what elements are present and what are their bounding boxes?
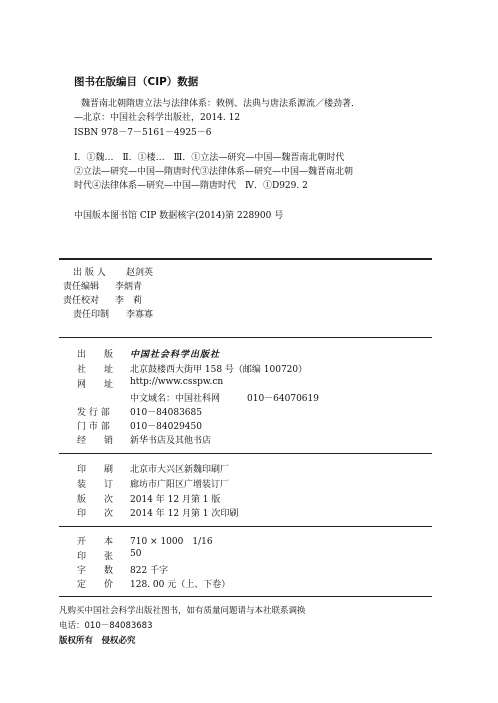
publisher-distributor: 新华书店及其他书店: [130, 436, 212, 446]
printing-label: 装 订: [77, 480, 114, 490]
publisher-address: 北京鼓楼西大街甲 158 号（邮编 100720）: [130, 365, 308, 375]
publisher-website[interactable]: http://www.csspw.cn: [130, 377, 224, 387]
specs-value: 710 × 1000 1/16: [130, 537, 213, 547]
printing-value: 2014 年 12 月第 1 次印刷: [130, 509, 239, 519]
staff-value: 赵剑英: [126, 268, 154, 278]
specs-label: 开 本: [77, 537, 114, 547]
cip-title: 图书在版编目（CIP）数据: [74, 76, 199, 88]
printing-value: 廊坊市广阳区广增装订厂: [130, 480, 230, 490]
publisher-label: 门 市 部: [77, 422, 110, 432]
staff-value: 李寡寡: [126, 310, 154, 320]
cip-verify: 中国版本图书馆 CIP 数据核字(2014)第 228900 号: [74, 211, 284, 221]
printing-label: 版 次: [77, 495, 114, 505]
staff-label: 责任校对: [63, 296, 100, 306]
printing-value: 2014 年 12 月第 1 版: [130, 495, 221, 505]
publisher-name: 中国社会科学出版社: [130, 350, 221, 360]
publisher-sales-phone: 010－84083685: [130, 408, 202, 418]
divider: [59, 258, 432, 260]
publisher-label: 出 版: [77, 350, 114, 360]
publisher-store-phone: 010－84029450: [130, 422, 202, 432]
cip-line-3: ISBN 978－7－5161－4925－6: [74, 128, 212, 138]
specs-value: 822 千字: [130, 566, 169, 576]
staff-value: 李炳青: [115, 282, 143, 292]
quality-notice: 凡购买中国社会科学出版社图书，如有质量问题请与本社联系调换: [59, 606, 306, 616]
publisher-label: 网 址: [77, 380, 114, 390]
notice-phone: 电话：010－84083683: [59, 621, 153, 631]
specs-value: 128. 00 元（上、下卷）: [130, 580, 231, 590]
specs-label: 印 张: [77, 552, 114, 562]
staff-value: 李 莉: [115, 296, 143, 306]
staff-label: 出 版 人: [73, 268, 106, 278]
divider: [59, 526, 432, 527]
publisher-label: 发 行 部: [77, 408, 110, 418]
specs-value: 50: [130, 549, 142, 559]
cip-line-4: Ⅰ．①魏… Ⅱ．①楼… Ⅲ．①立法—研究—中国—魏晋南北朝时代: [74, 153, 345, 163]
cip-line-6: 时代④法律体系—研究—中国—隋唐时代 Ⅳ．①D929. 2: [74, 181, 308, 191]
specs-label: 定 价: [77, 580, 114, 590]
printing-label: 印 刷: [77, 465, 114, 475]
publisher-domain: 中文域名：中国社科网 010－64070619: [130, 394, 319, 404]
copyright-notice: 版权所有 侵权必究: [59, 636, 136, 646]
publisher-label: 经 销: [77, 436, 114, 446]
cip-line-2: —北京：中国社会科学出版社，2014. 12: [74, 113, 241, 123]
cip-line-5: ②立法—研究—中国—隋唐时代③法律体系—研究—中国—魏晋南北朝: [74, 167, 354, 177]
printing-label: 印 次: [77, 509, 114, 519]
staff-label: 责任编辑: [63, 282, 100, 292]
publisher-label: 社 址: [77, 365, 114, 375]
divider: [59, 337, 432, 338]
specs-label: 字 数: [77, 566, 114, 576]
staff-label: 责任印制: [73, 310, 110, 320]
printing-value: 北京市大兴区新魏印刷厂: [130, 465, 230, 475]
divider: [59, 453, 432, 454]
divider: [59, 596, 432, 597]
cip-line-1: 魏晋南北朝隋唐立法与法律体系：敕例、法典与唐法系源流／楼劲著．: [81, 99, 361, 109]
